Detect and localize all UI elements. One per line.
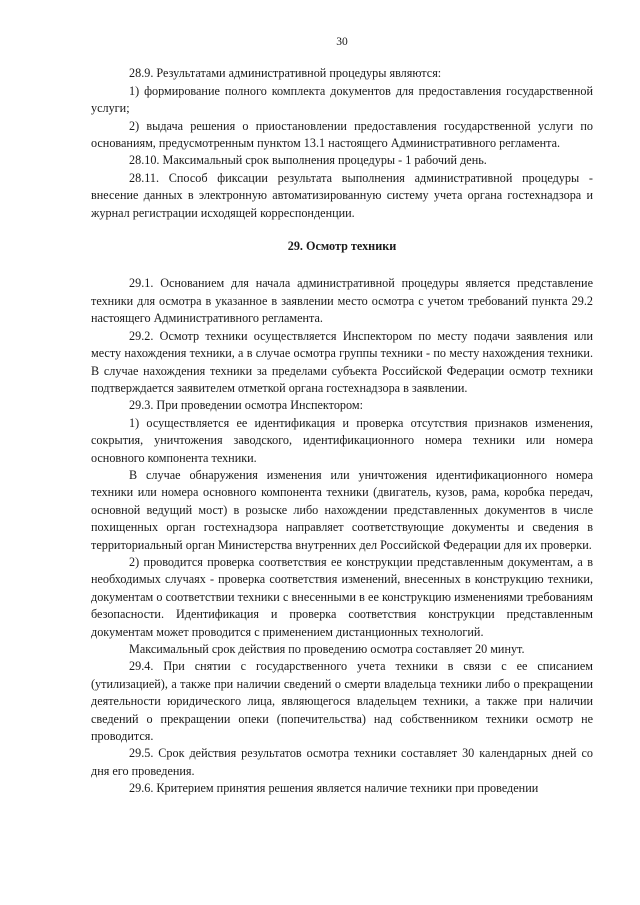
paragraph-29-4: 29.4. При снятии с государственного учета техники в связи с ее списанием (утилизацией), а также при наличии сведений о смерти владельца техники либо о прекращении деятельности юридического лица, являющегося владельцем техники, а также при наличии сведений о прекращении опеки (попечительства) над собственником техники осмотр не проводится. (91, 659, 593, 744)
paragraph-29-6: 29.6. Критерием принятия решения является наличие техники при проведении (129, 781, 539, 796)
paragraph-29-5: 29.5. Срок действия результатов осмотра техники составляет 30 календарных дней со дня его проведения. (91, 746, 593, 778)
paragraph-29-2: 29.2. Осмотр техники осуществляется Инспектором по месту подачи заявления или месту нахождения техники, а в случае осмотра группы техники - по месту нахождения техники. В случае нахождения техники за пределами субъекта Российской Федерации осмотр техники подтверждается заявителем отметкой органа гостехнадзора в заявлении. (91, 328, 593, 395)
paragraph-28-11: 28.11. Способ фиксации результата выполнения административной процедуры - внесение данных в электронную автоматизированную систему учета органа гостехнадзора и журнал регистрации исходящей корреспонденции. (91, 170, 593, 220)
paragraph-29-3: 29.3. При проведении осмотра Инспектором: (129, 398, 363, 413)
paragraph-28-9-item-2: 2) выдача решения о приостановлении предоставления государственной услуги по основаниям, предусмотренным пунктом 13.1 настоящего Административного регламента. (91, 118, 593, 151)
paragraph-29-3-item-2: 2) проводится проверка соответствия ее конструкции представленным документам, а в необходимых случаях - проверка соответствия изменений, внесенных в конструкцию техники, документам о соответствии техники с внесенными в ее конструкцию изменениями требованиям безопасности. Идентификация и проверка соответствия конструкции представленным документам может проводится с применением дистанционных технологий. (91, 554, 593, 639)
paragraph-28-10: 28.10. Максимальный срок выполнения процедуры - 1 рабочий день. (129, 153, 487, 168)
paragraph-29-3-item-1: 1) осуществляется ее идентификация и проверка отсутствия признаков изменения, сокрытия, уничтожения заводского, идентификационного номера техники или номера основного компонента техники. (91, 415, 593, 465)
section-heading: 29. Осмотр техники (287, 239, 397, 254)
paragraph-max-duration: Максимальный срок действия по проведению осмотра составляет 20 минут. (129, 642, 525, 656)
paragraph-29-1: 29.1. Основанием для начала административной процедуры является представление техники для осмотра в указанное в заявлении место осмотра с учетом требований пункта 29.2 настоящего Административного регламента. (91, 276, 593, 326)
page-number: 30 (336, 36, 348, 48)
paragraph-29-3-note: В случае обнаружения изменения или уничтожения идентификационного номера техники или номера основного компонента техники (двигатель, кузов, рама, коробка передач, основной ведущий мост) в розыске либо нахождении представленных документов в числе похищенных орган гостехнадзора направляет соответствующие документы и сведения в территориальный орган Министерства внутренних дел Российской Федерации для их проверки. (91, 467, 593, 552)
paragraph-28-9-item-1: 1) формирование полного комплекта документов для предоставления государственной услуги; (91, 83, 593, 116)
paragraph-28-9: 28.9. Результатами административной процедуры являются: (129, 66, 442, 81)
